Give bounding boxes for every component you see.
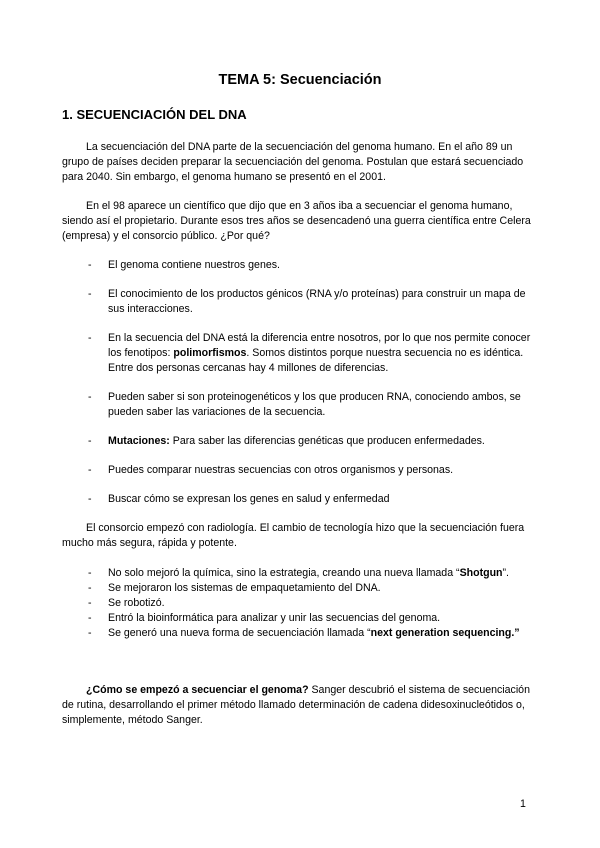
page-number: 1 <box>520 798 526 810</box>
list-item-bold: Shotgun <box>459 567 503 579</box>
list-item <box>62 463 532 478</box>
list-item-text: . Somos distintos porque nuestra secuencia no es idéntica. Entre dos personas cercanas hay 4 millones de diferencias. <box>108 347 524 374</box>
bullet-dash: - <box>88 612 92 624</box>
improvements-list <box>62 566 532 641</box>
list-item-text: Para saber las diferencias genéticas que producen enfermedades. <box>169 435 485 447</box>
list-item <box>62 434 532 449</box>
bullet-dash: - <box>88 288 92 300</box>
list-item-text: Se mejoraron los sistemas de empaquetamiento del DNA. <box>108 582 381 594</box>
list-item <box>62 492 532 507</box>
paragraph-sanger <box>62 683 532 728</box>
list-item <box>62 581 532 596</box>
list-item <box>62 390 532 420</box>
bullet-dash: - <box>88 259 92 271</box>
section-heading: 1. SECUENCIACIÓN DEL DNA <box>62 107 247 122</box>
list-item-text: ”. <box>502 567 509 579</box>
list-item <box>62 566 532 581</box>
bullet-dash: - <box>88 332 92 344</box>
list-item <box>62 626 532 641</box>
bullet-dash: - <box>88 493 92 505</box>
list-item-bold: Mutaciones: <box>108 435 170 447</box>
list-item <box>62 287 532 317</box>
list-item-text: Entró la bioinformática para analizar y unir las secuencias del genoma. <box>108 612 441 624</box>
list-item <box>62 258 532 273</box>
list-item-text: Puedes comparar nuestras secuencias con otros organismos y personas. <box>108 464 454 476</box>
list-item-bold: next generation sequencing.” <box>370 627 520 639</box>
list-item-bold: polimorfismos <box>173 347 247 359</box>
paragraph-celera: En el 98 aparece un científico que dijo que en 3 años iba a secuenciar el genoma humano, siendo así el propietario. Durante esos tres años se desencadenó una guerra científica entre Celera (empresa) y el consorcio público. ¿Por qué? <box>62 200 531 242</box>
paragraph-consorcio: El consorcio empezó con radiología. El cambio de tecnología hizo que la secuenciación fuera mucho más segura, rápida y potente. <box>62 522 525 549</box>
paragraph-text: Sanger descubrió el sistema de secuenciación de rutina, desarrollando el primer método llamado determinación de cadena didesoxinucleótidos o, simplemente, método Sanger. <box>62 684 530 726</box>
list-item <box>62 611 532 626</box>
paragraph-intro: La secuenciación del DNA parte de la secuenciación del genoma humano. En el año 89 un grupo de países deciden preparar la secuenciación del genoma. Postulan que estará secuenciado para 2040. Sin embargo, el genoma humano se presentó en el 2001. <box>62 141 524 183</box>
list-item-text: Buscar cómo se expresan los genes en salud y enfermedad <box>108 493 390 505</box>
list-item <box>62 331 532 376</box>
list-item-text: No solo mejoró la química, sino la estrategia, creando una nueva llamada “ <box>108 567 460 579</box>
bullet-dash: - <box>88 582 92 594</box>
bullet-dash: - <box>88 597 92 609</box>
bullet-dash: - <box>88 435 92 447</box>
question-bold: ¿Cómo se empezó a secuenciar el genoma? <box>86 684 309 696</box>
list-item <box>62 596 532 611</box>
list-item-text: En la secuencia del DNA está la diferencia entre nosotros, por lo que nos permite conocer los fenotipos: <box>108 332 531 359</box>
list-item-text: Pueden saber si son proteinogenéticos y los que producen RNA, conociendo ambos, se pueden saber las variaciones de la secuencia. <box>108 391 521 418</box>
reasons-list <box>62 258 532 521</box>
bullet-dash: - <box>88 627 92 639</box>
bullet-dash: - <box>88 464 92 476</box>
bullet-dash: - <box>88 567 92 579</box>
bullet-dash: - <box>88 391 92 403</box>
list-item-text: Se generó una nueva forma de secuenciación llamada “ <box>108 627 371 639</box>
page-title: TEMA 5: Secuenciación <box>218 72 382 88</box>
list-item-text: El conocimiento de los productos génicos (RNA y/o proteínas) para construir un mapa de sus interacciones. <box>108 288 526 315</box>
list-item-text: Se robotizó. <box>108 597 165 609</box>
list-item-text: El genoma contiene nuestros genes. <box>108 259 280 271</box>
